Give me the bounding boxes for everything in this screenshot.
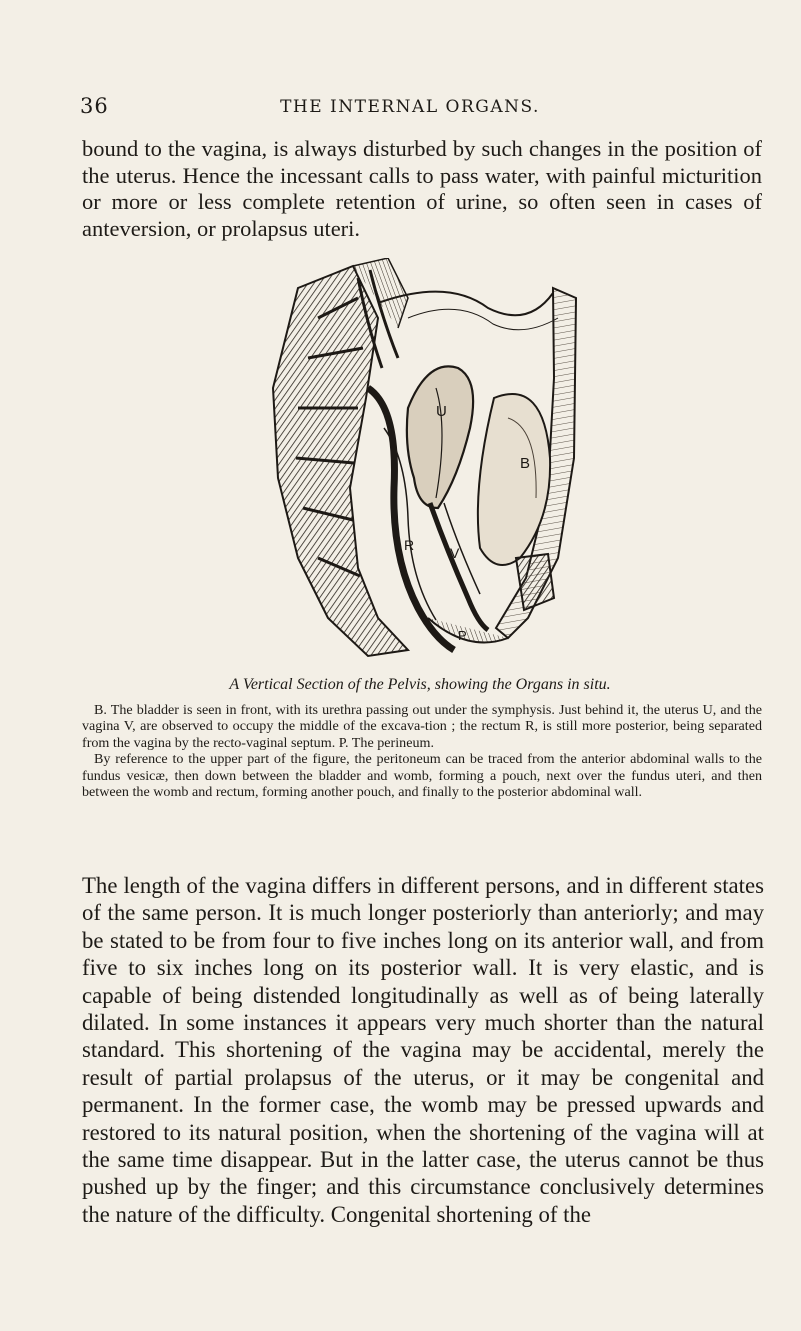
caption-paragraph: By reference to the upper part of the figure, the peritoneum can be traced from the anterior abdominal walls to the fundus vesicæ, then down between the bladder and womb, forming a pouch, next over the fundus uteri, and then between the womb and rectum, forming another pouch, and finally to the posterior abdominal wall. (82, 751, 762, 801)
pelvis-section-illustration (258, 258, 578, 660)
paragraph-2: The length of the vagina differs in different persons, and in different states of the same person. It is much longer posteriorly than anteriorly; and may be stated to be from four to five inches long on its anterior wall, and from five to six inches long on its posterior wall. It is very elastic, and is capable of being distended longitudinally as well as of being laterally dilated. In some instances it appears very much shorter than the natural standard. This shortening of the vagina may be accidental, merely the result of partial prolapsus of the uterus, or it may be congenital and permanent. In the former case, the womb may be pressed upwards and restored to its natural position, when the shortening of the vagina will at the same time disappear. But in the latter case, the uterus cannot be thus pushed up by the finger; and this circumstance conclusively determines the nature of the difficulty. Congenital shortening of the (82, 873, 764, 1227)
pelvis-engraving (258, 258, 578, 660)
paragraph-1: bound to the vagina, is always disturbed by such changes in the position of the uterus. Hence the incessant calls to pass water, with painful micturition or more or less complete retention of urine, so often seen in cases of anteversion, or prolapsus uteri. (82, 136, 762, 241)
header-title: THE INTERNAL ORGANS. (280, 97, 540, 117)
label-bladder: B (520, 455, 531, 472)
page-number: 36 (80, 94, 109, 118)
label-rectum: R (404, 537, 415, 553)
label-perineum: P (458, 628, 467, 643)
label-vagina: V (450, 545, 460, 561)
running-head (80, 94, 740, 120)
figure-caption (82, 702, 762, 800)
label-uterus: U (436, 403, 447, 420)
figure-caption-title: A Vertical Section of the Pelvis, showing the Organs in situ. (229, 676, 611, 693)
caption-paragraph: B. The bladder is seen in front, with its urethra passing out under the symphysis. Just behind it, the uterus U, and the vagina V, are observed to occupy the middle of the excava-tion ; the rectum R, is still more posterior, being separated from the vagina by the recto-vaginal septum. P. The perineum. (82, 702, 762, 751)
